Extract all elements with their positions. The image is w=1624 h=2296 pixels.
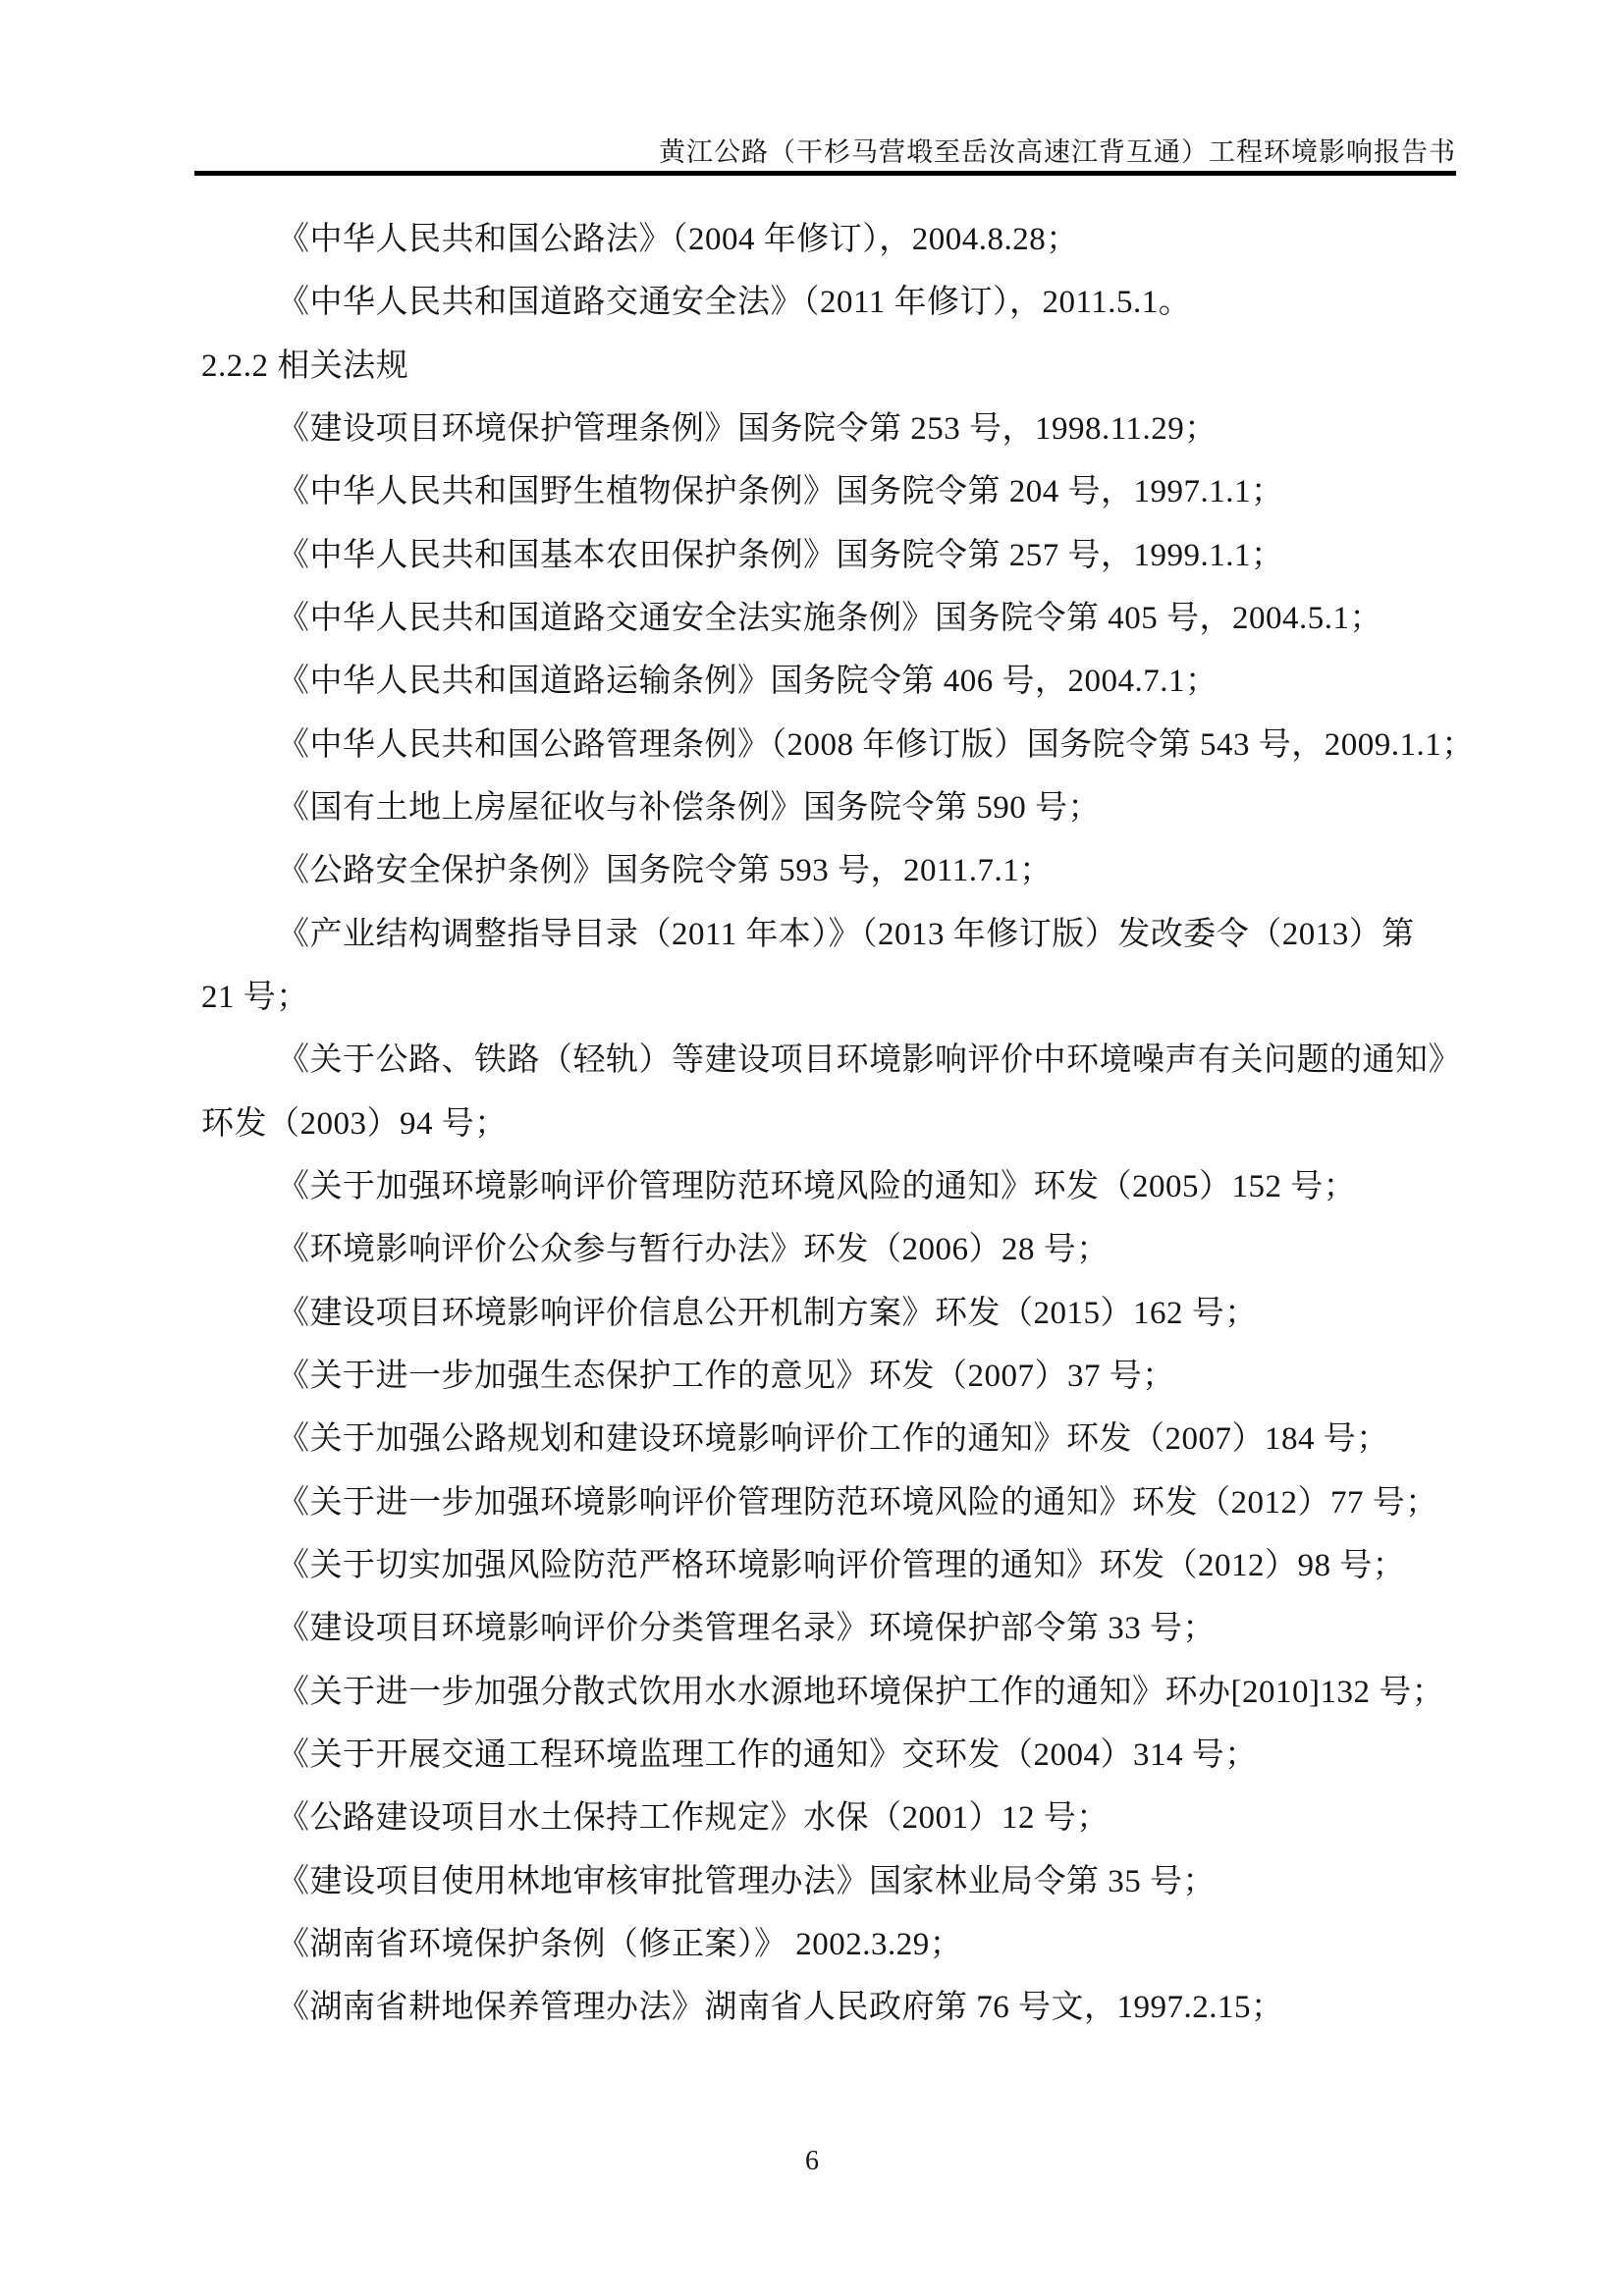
body-line: 《关于开展交通工程环境监理工作的通知》交环发（2004）314 号； <box>277 1736 1258 1773</box>
body-line: 《建设项目环境影响评价分类管理名录》环境保护部令第 33 号； <box>277 1611 1216 1647</box>
body-line: 《关于进一步加强分散式饮用水水源地环境保护工作的通知》环办[2010]132 号； <box>277 1674 1445 1710</box>
header-title: 黄江公路（干杉马营塅至岳汝高速江背互通）工程环境影响报告书 <box>659 137 1456 167</box>
body-line: 《湖南省环境保护条例（修正案）》 2002.3.29； <box>277 1926 963 1962</box>
body-line: 《关于进一步加强生态保护工作的意见》环发（2007）37 号； <box>277 1358 1175 1394</box>
body-line: 《环境影响评价公众参与暂行办法》环发（2006）28 号； <box>277 1232 1110 1268</box>
section-heading: 2.2.2 相关法规 <box>201 347 409 384</box>
body-line: 《关于公路、铁路（轻轨）等建设项目环境影响评价中环境噪声有关问题的通知》 <box>277 1042 1461 1079</box>
body-line: 《关于切实加强风险防范严格环境影响评价管理的通知》环发（2012）98 号； <box>277 1547 1406 1583</box>
body-line: 《中华人民共和国公路法》（2004 年修订），2004.8.28； <box>277 222 1079 257</box>
body-line-continuation: 环发（2003）94 号； <box>201 1105 508 1142</box>
body-line: 《建设项目环境保护管理条例》国务院令第 253 号，1998.11.29； <box>277 410 1218 447</box>
body-line: 《中华人民共和国基本农田保护条例》国务院令第 257 号，1999.1.1； <box>277 537 1284 573</box>
body-line: 《关于加强环境影响评价管理防范环境风险的通知》环发（2005）152 号； <box>277 1168 1357 1204</box>
document-body <box>201 208 1475 2040</box>
page-number: 6 <box>805 2146 819 2176</box>
body-line: 《公路安全保护条例》国务院令第 593 号，2011.7.1； <box>277 853 1053 889</box>
body-line: 《中华人民共和国道路交通安全法》（2011 年修订），2011.5.1。 <box>277 285 1192 321</box>
body-line: 《建设项目环境影响评价信息公开机制方案》环发（2015）162 号； <box>277 1295 1258 1331</box>
body-line: 《中华人民共和国公路管理条例》（2008 年修订版）国务院令第 543 号，2009.1.1； <box>277 726 1475 763</box>
body-line: 《关于加强公路规划和建设环境影响评价工作的通知》环发（2007）184 号； <box>277 1421 1389 1458</box>
body-line: 《中华人民共和国道路运输条例》国务院令第 406 号，2004.7.1； <box>277 664 1218 700</box>
body-line: 《公路建设项目水土保持工作规定》水保（2001）12 号； <box>277 1800 1110 1837</box>
body-line: 《中华人民共和国道路交通安全法实施条例》国务院令第 405 号，2004.5.1； <box>277 600 1382 636</box>
header-rule <box>194 171 1456 176</box>
body-line: 《关于进一步加强环境影响评价管理防范环境风险的通知》环发（2012）77 号； <box>277 1484 1438 1521</box>
body-line: 《建设项目使用林地审核审批管理办法》国家林业局令第 35 号； <box>277 1863 1216 1899</box>
body-line: 《中华人民共和国野生植物保护条例》国务院令第 204 号，1997.1.1； <box>277 474 1284 510</box>
body-line-continuation: 21 号； <box>201 979 309 1015</box>
body-line: 《国有土地上房屋征收与补偿条例》国务院令第 590 号； <box>277 789 1101 826</box>
body-line: 《产业结构调整指导目录（2011 年本）》（2013 年修订版）发改委令（2013）第 <box>277 916 1415 952</box>
body-line: 《湖南省耕地保养管理办法》湖南省人民政府第 76 号文，1997.2.15； <box>277 1990 1284 2026</box>
